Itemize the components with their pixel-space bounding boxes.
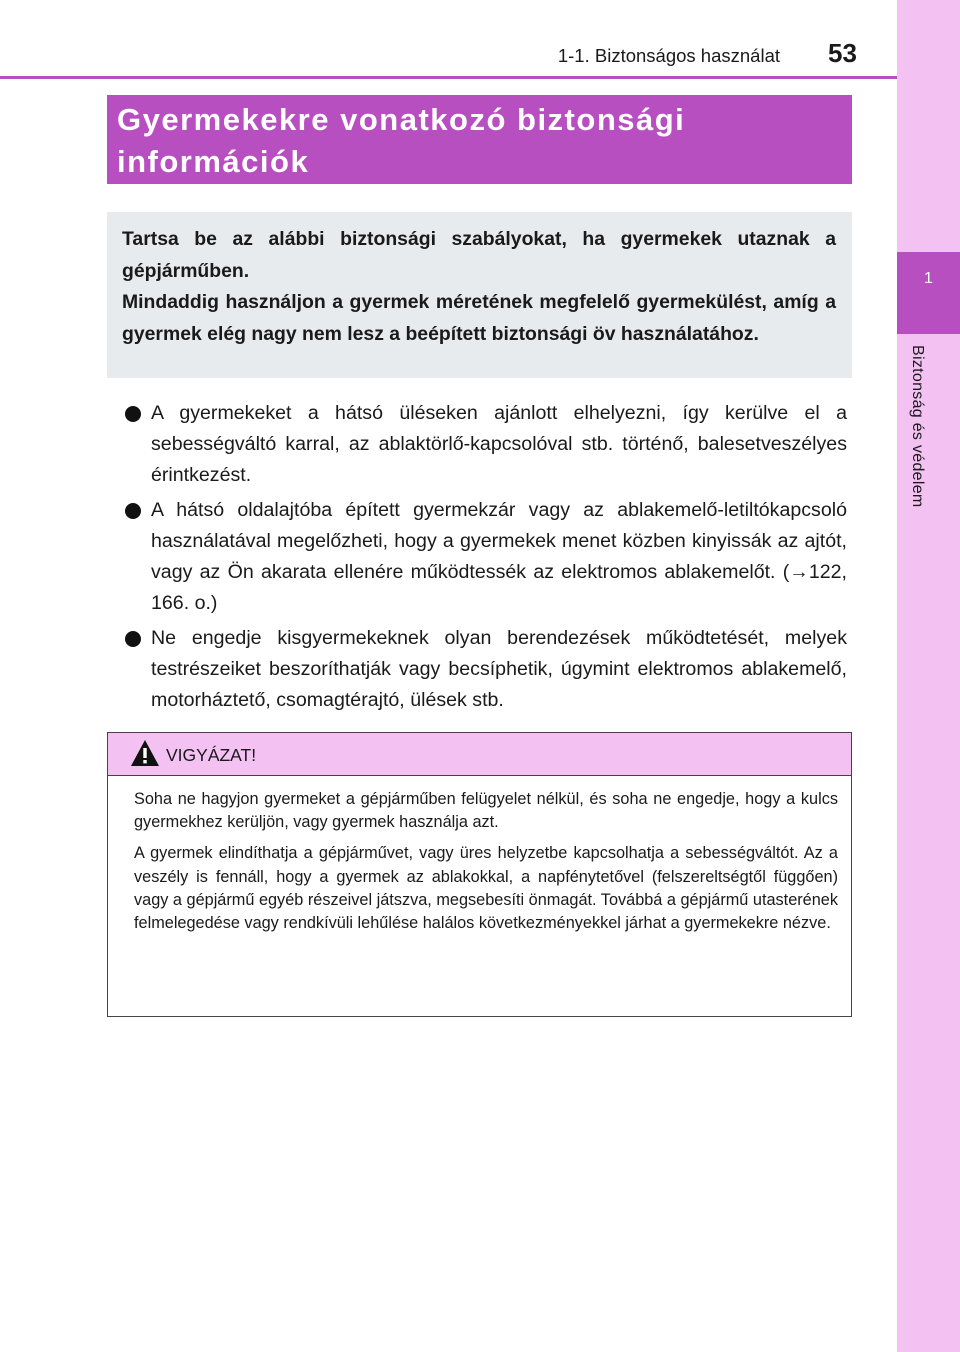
- list-item-text: A hátsó oldalajtóba épített gyermekzár vagy az ablakemelő-letiltókapcsoló használatával megelőzheti, hogy a gyermekek menet közben kinyissák az ajtót, vagy az Ön akarata ellenére működtessék az elektromos ablakemelőt. (→122, 166. o.): [151, 499, 847, 614]
- chapter-tab: [897, 252, 960, 334]
- caution-paragraph-2: A gyermek elindíthatja a gépjárművet, vagy üres helyzetbe kapcsolhatja a sebességváltót. Az a veszély is fennáll, hogy a gyermek az ablakokkal, a napfénytetővel (felszereltségtől függően) vagy a gépjármű egyéb részeivel játszva, megsebesíti önmagát. Továbbá a gépjármű utasterének felmelegedése vagy rendkívüli lehűlése halálos következményekkel járhat a gyermekekre nézve.: [134, 844, 838, 933]
- bullet-icon: [125, 503, 141, 519]
- list-item: [123, 398, 847, 491]
- list-item-text: Ne engedje kisgyermekeknek olyan berendezések működtetését, melyek testrészeiket beszoríthatják vagy becsíphetik, úgymint elektromos ablakemelő, motorháztető, csomagtérajtó, ülések stb.: [151, 627, 847, 711]
- section-title: [107, 95, 852, 184]
- caution-label: VIGYÁZAT!: [166, 745, 257, 765]
- intro-paragraph-2: Mindaddig használjon a gyermek méretének megfelelő gyermekülést, amíg a gyermek elég nagy nem lesz a beépített biztonsági öv használatához.: [122, 291, 836, 345]
- list-item: [123, 623, 847, 716]
- bullet-icon: [125, 406, 141, 422]
- page-number: 53: [828, 38, 857, 68]
- caution-body: [108, 776, 851, 935]
- list-item-text: A gyermekeket a hátsó üléseken ajánlott elhelyezni, így kerülve el a sebességváltó karral, az ablaktörlő-kapcsolóval stb. történő, balesetveszélyes érintkezést.: [151, 402, 847, 486]
- warning-triangle-icon: [130, 739, 160, 772]
- caution-paragraph-1: Soha ne hagyjon gyermeket a gépjárműben felügyelet nélkül, és soha ne engedje, hogy a kulcs gyermekhez kerüljön, vagy gyermek használja azt.: [134, 790, 838, 832]
- side-strip: [897, 0, 960, 1352]
- chapter-title: Biztonság és védelem: [909, 345, 926, 508]
- bullet-icon: [125, 631, 141, 647]
- section-title-line1: Gyermekekre vonatkozó biztonsági: [117, 102, 686, 137]
- header-section-title: 1-1. Biztonságos használat: [557, 45, 780, 66]
- caution-box: [107, 732, 852, 1017]
- intro-paragraph-1: Tartsa be az alábbi biztonsági szabályokat, ha gyermekek utaznak a gépjárműben.: [122, 228, 836, 282]
- chapter-number: 1: [924, 270, 933, 287]
- section-title-line2: információk: [117, 144, 310, 179]
- bullet-list: [123, 398, 847, 720]
- intro-box: [107, 212, 852, 378]
- list-item: [123, 495, 847, 619]
- header-divider: [0, 76, 897, 79]
- caution-header: [108, 733, 851, 776]
